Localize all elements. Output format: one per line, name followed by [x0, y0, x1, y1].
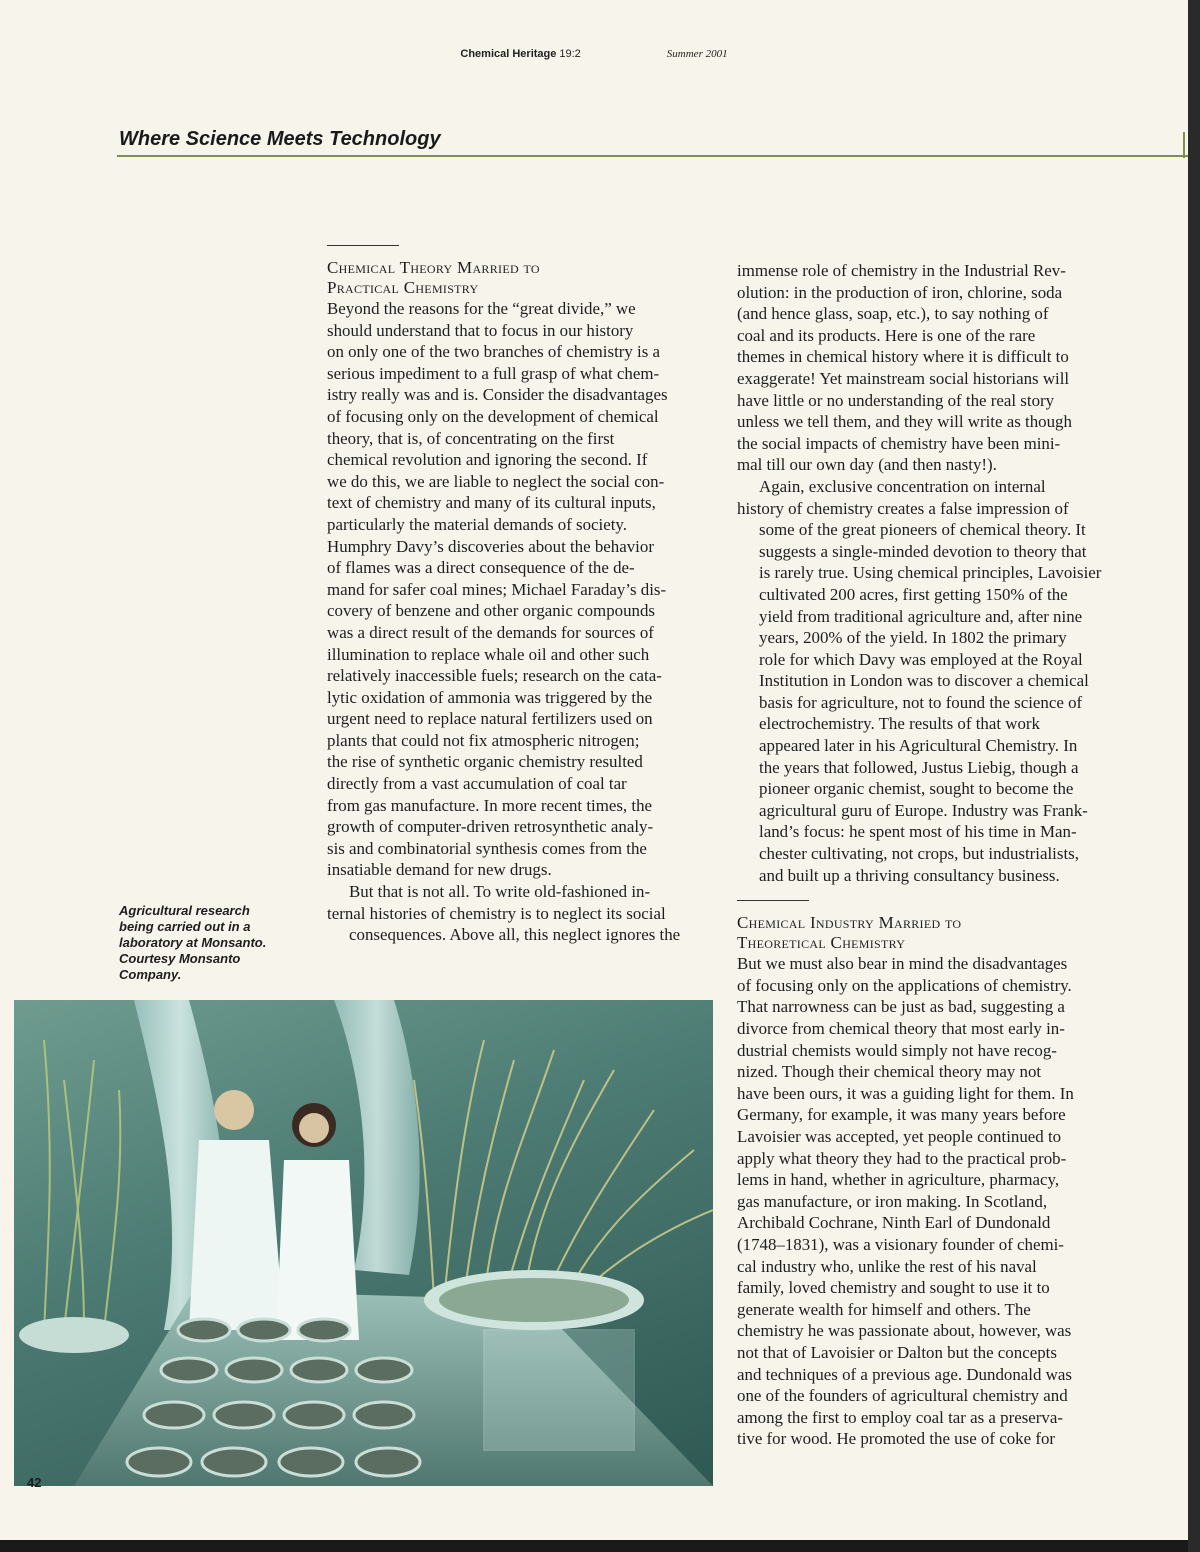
text-line: basis for agriculture, not to found the science of [759, 692, 1083, 712]
text-line: covery of benzene and other organic compounds [327, 601, 655, 621]
scan-edge [1188, 0, 1200, 1552]
caption-line: Agricultural research [119, 903, 250, 918]
caption-line: Courtesy Monsanto [119, 951, 241, 966]
text-line: But we must also bear in mind the disadvantages [737, 954, 1068, 974]
text-line: Beyond the reasons for the “great divide,” we [327, 299, 636, 318]
text-line: particularly the material demands of society. [327, 514, 628, 534]
text-column-right [737, 260, 1129, 1450]
text-line: apply what theory they had to the practical prob- [737, 1148, 1067, 1168]
text-line: suggests a single-minded devotion to theory that [759, 541, 1087, 561]
text-line: unless we tell them, and they will write as though [737, 412, 1072, 432]
text-line: istry really was and is. Consider the disadvantages [327, 385, 668, 405]
subhead-rule [327, 245, 399, 246]
text-line: lems in hand, whether in agriculture, pharmacy, [737, 1170, 1060, 1190]
paragraph [737, 260, 1129, 476]
section-rule-end [1183, 132, 1185, 158]
text-line: Again, exclusive concentration on internal [759, 476, 1046, 496]
text-line: growth of computer-driven retrosynthetic analy- [327, 817, 654, 837]
text-line: Germany, for example, it was many years before [737, 1105, 1066, 1125]
paragraph [327, 881, 719, 946]
text-line: immense role of chemistry in the Industrial Rev- [737, 261, 1066, 280]
text-line: gas manufacture, or iron making. In Scotland, [737, 1191, 1048, 1211]
text-line: of focusing only on the development of chemical [327, 406, 659, 426]
subhead-industry-theoretical [737, 913, 1129, 953]
text-line: relatively inaccessible fuels; research on the cata- [327, 666, 662, 686]
text-line: should understand that to focus in our history [327, 320, 634, 340]
text-line: text of chemistry and many of its cultural inputs, [327, 493, 656, 513]
caption-line: Company. [119, 967, 182, 982]
text-line: agricultural guru of Europe. Industry was Frank- [759, 800, 1088, 820]
text-column-left [327, 245, 719, 946]
text-line: dustrial chemists would simply not have recog- [737, 1040, 1057, 1060]
text-line: generate wealth for himself and others. The [737, 1299, 1031, 1319]
text-line: illumination to replace whale oil and other such [327, 644, 650, 664]
text-line: Humphry Davy’s discoveries about the behavior [327, 536, 654, 556]
text-line: chemical revolution and ignoring the second. If [327, 450, 648, 470]
text-line: mand for safer coal mines; Michael Faraday’s dis- [327, 579, 667, 599]
text-line: and built up a thriving consultancy business. [759, 865, 1060, 885]
subhead-line: Chemical Industry Married to [737, 913, 962, 933]
running-header [0, 48, 1188, 60]
caption-line: laboratory at Monsanto. [119, 935, 267, 950]
text-line: role for which Davy was employed at the Royal [759, 649, 1083, 669]
text-line: coal and its products. Here is one of the rare [737, 325, 1036, 345]
issue-season: Summer 2001 [666, 48, 728, 60]
text-line: from gas manufacture. In more recent times, the [327, 795, 653, 815]
text-line: Archibald Cochrane, Ninth Earl of Dundonald [737, 1213, 1051, 1233]
text-line: plants that could not fix atmospheric nitrogen; [327, 730, 640, 750]
text-line: But that is not all. To write old-fashioned in- [349, 882, 651, 902]
text-line: was a direct result of the demands for sources of [327, 622, 654, 642]
photo-illustration [14, 1000, 713, 1486]
subhead-line: Chemical Theory Married to [327, 258, 540, 277]
text-line: have been ours, it was a guiding light for them. In [737, 1083, 1074, 1103]
text-line: and techniques of a previous age. Dundonald was [737, 1364, 1072, 1384]
text-line: appeared later in his Agricultural Chemistry. In [759, 736, 1078, 756]
text-line: ternal histories of chemistry is to neglect its social [327, 903, 666, 923]
text-line: exaggerate! Yet mainstream social historians will [737, 368, 1070, 388]
laboratory-plants-photo [14, 1000, 713, 1486]
text-line: yield from traditional agriculture and, after nine [759, 606, 1083, 626]
text-line: mal till our own day (and then nasty!). [737, 455, 997, 475]
page-number: 42 [27, 1475, 42, 1490]
text-line: theory, that is, of concentrating on the first [327, 428, 615, 448]
text-line: divorce from chemical theory that most early in- [737, 1019, 1065, 1038]
text-line: (and hence glass, soap, etc.), to say nothing of [737, 304, 1049, 324]
text-line: nized. Though their chemical theory may not [737, 1062, 1042, 1082]
text-line: some of the great pioneers of chemical theory. It [759, 520, 1086, 540]
magazine-name: Chemical Heritage [460, 48, 557, 60]
text-line: of flames was a direct consequence of the de- [327, 558, 635, 578]
photo-caption [119, 903, 299, 983]
subhead-line: Theoretical Chemistry [737, 933, 906, 953]
text-line: the rise of synthetic organic chemistry resulted [327, 752, 643, 772]
text-line: electrochemistry. The results of that work [759, 714, 1040, 734]
subhead-line: Practical Chemistry [327, 278, 479, 297]
text-line: among the first to employ coal tar as a preserva- [737, 1407, 1063, 1427]
subhead-theory-practical [327, 258, 719, 298]
paragraph [737, 476, 1129, 886]
text-line: is rarely true. Using chemical principles, Lavoisier [759, 563, 1102, 583]
text-line: family, loved chemistry and sought to use it to [737, 1278, 1050, 1298]
issue-number: 19:2 [559, 48, 581, 60]
text-line: not that of Lavoisier or Dalton but the concepts [737, 1342, 1057, 1362]
text-line: themes in chemical history where it is difficult to [737, 347, 1069, 367]
text-line: directly from a vast accumulation of coal tar [327, 774, 627, 794]
text-line: lytic oxidation of ammonia was triggered by the [327, 687, 653, 707]
text-line: one of the founders of agricultural chemistry and [737, 1386, 1068, 1406]
text-line: on only one of the two branches of chemistry is a [327, 342, 661, 362]
text-line: chemistry he was passionate about, however, was [737, 1321, 1072, 1341]
text-line: chester cultivating, not crops, but industrialists, [759, 844, 1079, 864]
text-line: olution: in the production of iron, chlorine, soda [737, 282, 1063, 302]
text-line: That narrowness can be just as bad, suggesting a [737, 997, 1065, 1017]
caption-line: being carried out in a [119, 919, 251, 934]
text-line: years, 200% of the yield. In 1802 the primary [759, 628, 1067, 648]
text-line: of focusing only on the applications of chemistry. [737, 975, 1072, 995]
text-line: the years that followed, Justus Liebig, though a [759, 757, 1079, 777]
text-line: sis and combinatorial synthesis comes from the [327, 838, 647, 858]
text-line: consequences. Above all, this neglect ignores the [349, 925, 681, 945]
text-line: tive for wood. He promoted the use of coke for [737, 1429, 1056, 1449]
section-title: Where Science Meets Technology [119, 128, 441, 150]
paragraph [327, 298, 719, 881]
text-line: Lavoisier was accepted, yet people continued to [737, 1126, 1062, 1146]
text-line: cultivated 200 acres, first getting 150% of the [759, 584, 1068, 604]
text-line: serious impediment to a full grasp of what chem- [327, 363, 660, 383]
text-line: we do this, we are liable to neglect the social con- [327, 471, 665, 491]
subhead-rule [737, 900, 809, 901]
text-line: history of chemistry creates a false impression of [737, 498, 1069, 518]
text-line: have little or no understanding of the real story [737, 390, 1055, 410]
text-line: land’s focus: he spent most of his time in Man- [759, 822, 1077, 842]
text-line: the social impacts of chemistry have been mini- [737, 433, 1061, 453]
text-line: Institution in London was to discover a chemical [759, 671, 1089, 691]
paragraph [737, 953, 1129, 1450]
text-line: insatiable demand for new drugs. [327, 860, 552, 880]
text-line: cal industry who, unlike the rest of his naval [737, 1256, 1037, 1276]
text-line: urgent need to replace natural fertilizers used on [327, 709, 653, 729]
section-rule [117, 155, 1188, 157]
text-line: pioneer organic chemist, sought to become the [759, 779, 1074, 799]
text-line: (1748–1831), was a visionary founder of chemi- [737, 1234, 1064, 1254]
